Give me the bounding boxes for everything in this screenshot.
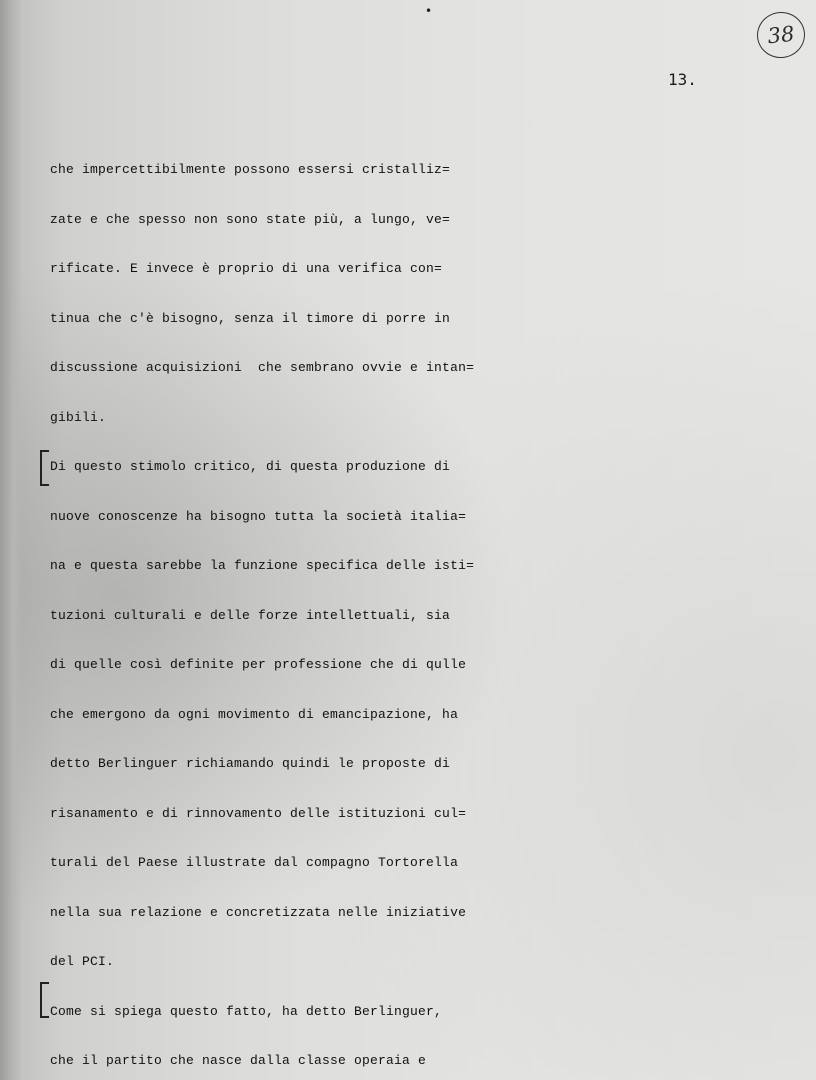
text-line: risanamento e di rinnovamento delle istituzioni cul= xyxy=(50,806,467,821)
circled-archive-number: 38 xyxy=(755,10,808,61)
text-line: discussione acquisizioni che sembrano ovvie e intan= xyxy=(50,360,475,375)
text-line: di quelle così definite per professione che di qulle xyxy=(50,657,467,672)
text-line: nella sua relazione e concretizzata nelle iniziative xyxy=(50,905,467,920)
text-line: tinua che c'è bisogno, senza il timore di porre in xyxy=(50,311,451,326)
paragraph-bracket xyxy=(40,982,49,1018)
text-line: tuzioni culturali e delle forze intellettuali, sia xyxy=(50,608,451,623)
text-line: nuove conoscenze ha bisogno tutta la società italia= xyxy=(50,509,467,524)
text-line: detto Berlinguer richiamando quindi le proposte di xyxy=(50,756,451,771)
text-line: che emergono da ogni movimento di emancipazione, ha xyxy=(50,707,459,722)
scan-edge-shadow xyxy=(0,0,22,1080)
corner-mark: • xyxy=(425,4,433,18)
text-line: che il partito che nasce dalla classe operaia e xyxy=(50,1053,427,1068)
text-line: rificate. E invece è proprio di una verifica con= xyxy=(50,261,443,276)
text-line: Come si spiega questo fatto, ha detto Berlinguer, xyxy=(50,1004,443,1019)
text-line: na e questa sarebbe la funzione specifica delle isti= xyxy=(50,558,475,573)
page-number: 13. xyxy=(668,70,697,89)
text-line: del PCI. xyxy=(50,954,115,969)
text-line: che impercettibilmente possono essersi cristalliz= xyxy=(50,162,451,177)
text-line: zate e che spesso non sono state più, a lungo, ve= xyxy=(50,212,451,227)
text-line: gibili. xyxy=(50,410,107,425)
text-line: Di questo stimolo critico, di questa produzione di xyxy=(50,459,451,474)
text-line: turali del Paese illustrate dal compagno Tortorella xyxy=(50,855,459,870)
paragraph-bracket xyxy=(40,450,49,486)
